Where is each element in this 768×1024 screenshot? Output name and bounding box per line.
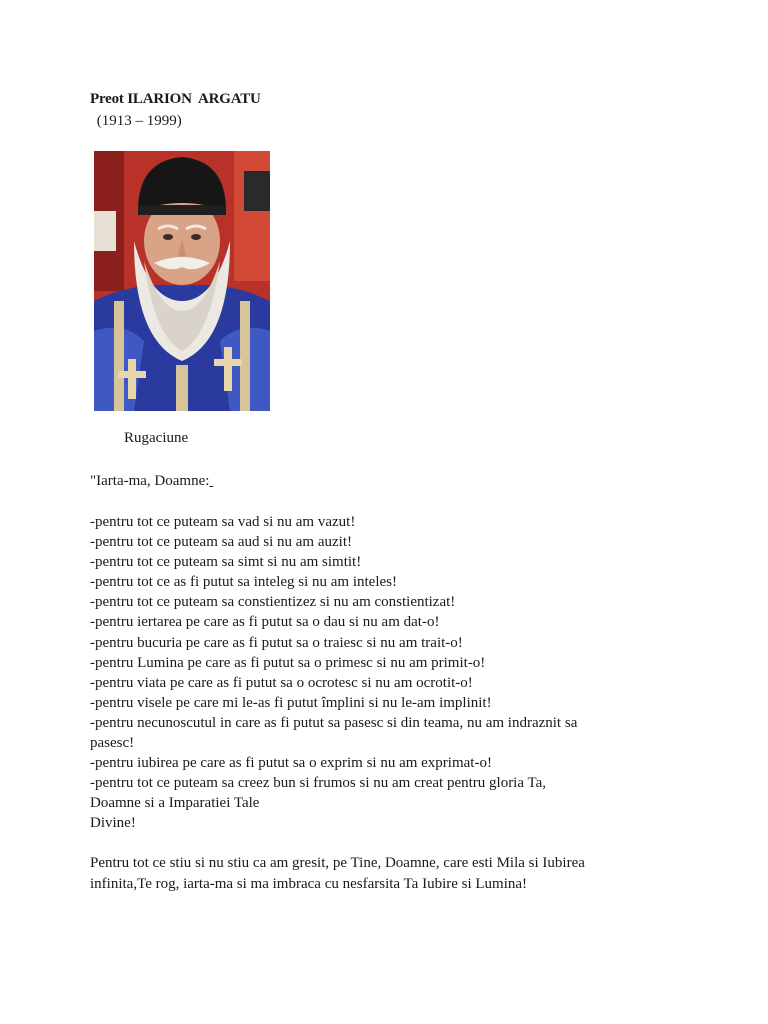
prayer-line: -pentru bucuria pe care as fi putut sa o traiesc si nu am trait-o! [90,634,463,651]
portrait-photo [94,151,270,411]
prayer-line: -pentru tot ce puteam sa constientizez si nu am constientizat! [90,594,456,611]
prayer-line: -pentru tot ce puteam sa aud si nu am auzit! [90,534,352,551]
closing-line: infinita,Te rog, iarta-ma si ma imbraca cu nesfarsita Ta Iubire si Lumina! [90,876,528,892]
prayer-line: -pentru tot ce puteam sa simt si nu am simtit! [90,554,362,571]
portrait-photo-priest-icon [94,151,270,411]
prayer-line: -pentru Lumina pe care as fi putut sa o primesc si nu am primit-o! [90,654,486,671]
prayer-closing [90,853,690,895]
prayer-line: Divine! [90,815,136,832]
prayer-line: pasesc! [90,735,135,752]
author-name: Preot ILARION ARGATU [90,91,261,107]
prayer-line: -pentru viata pe care as fi putut sa o ocrotesc si nu am ocrotit-o! [90,674,473,691]
prayer-line: -pentru iubirea pe care as fi putut sa o exprim si nu am exprimat-o! [90,755,492,772]
prayer-opening-text: "Iarta-ma, Doamne: [90,473,210,489]
prayer-title: Rugaciune [124,430,189,446]
prayer-lines [90,512,690,834]
closing-line: Pentru tot ce stiu si nu stiu ca am gresit, pe Tine, Doamne, care esti Mila si Iubirea [90,855,585,871]
prayer-opening [90,473,213,490]
prayer-line: Doamne si a Imparatiei Tale [90,795,260,812]
prayer-line: -pentru tot ce puteam sa creez bun si frumos si nu am creat pentru gloria Ta, [90,775,547,792]
prayer-line: -pentru tot ce puteam sa vad si nu am vazut! [90,514,356,530]
author-years: (1913 – 1999) [93,113,182,129]
prayer-line: -pentru necunoscutul in care as fi putut sa pasesc si din teama, nu am indraznit sa [90,714,578,731]
prayer-line: -pentru tot ce as fi putut sa inteleg si nu am inteles! [90,574,398,591]
prayer-line: -pentru visele pe care mi le-as fi putut împlini si nu le-am implinit! [90,694,492,711]
prayer-line: -pentru iertarea pe care as fi putut sa o dau si nu am dat-o! [90,614,440,631]
prayer-opening-underline [209,473,213,489]
